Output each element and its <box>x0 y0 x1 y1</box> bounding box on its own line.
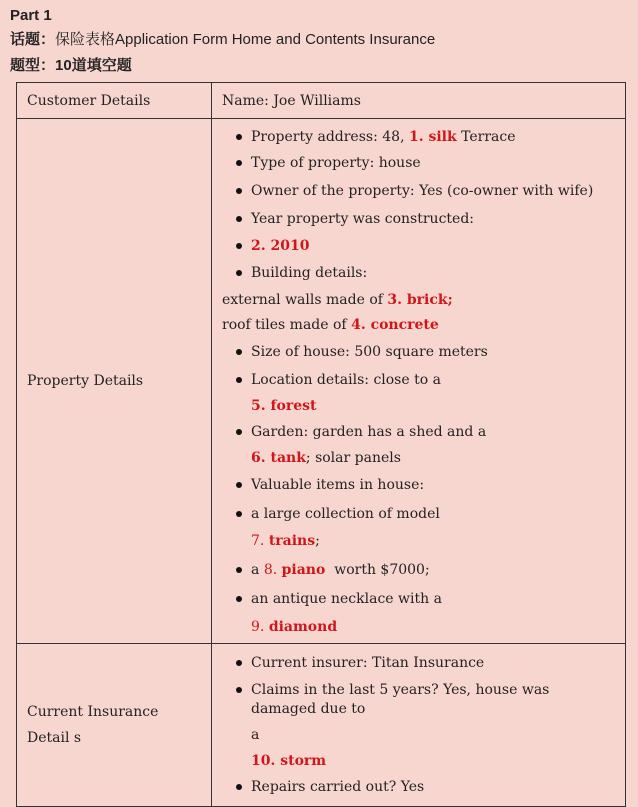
answer-5: 5. forest <box>251 398 317 414</box>
table-row-property <box>17 119 626 644</box>
list-item: Valuable items in house: <box>222 476 615 495</box>
table-row-customer <box>17 83 626 119</box>
topic-text: 保险表格Application Form Home and Contents Insurance <box>55 31 436 48</box>
answer-1: 1. silk <box>408 129 457 145</box>
insurance-details-label: Current Insurance Detail s <box>17 644 212 807</box>
property-list-b <box>222 343 615 637</box>
list-item: Current insurer: Titan Insurance <box>222 654 615 673</box>
list-item: Year property was constructed: <box>222 210 615 229</box>
list-item: a 8. piano worth $7000; <box>222 561 615 580</box>
topic-line <box>10 30 628 56</box>
list-item: a large collection of model 7. trains; <box>222 505 615 551</box>
insurance-form-table <box>16 82 626 807</box>
list-item: Size of house: 500 square meters <box>222 343 615 362</box>
insurance-list <box>222 654 615 797</box>
list-item: an antique necklace with a 9. diamond <box>222 590 615 637</box>
question-type-line <box>10 56 628 82</box>
property-list-a <box>222 128 615 283</box>
answer-3: 3. brick; <box>387 292 453 308</box>
property-details-cell <box>212 119 626 644</box>
header <box>0 0 638 82</box>
customer-name: Name: Joe Williams <box>212 83 626 119</box>
type-text: 10道填空题 <box>55 57 132 74</box>
answer-6: 6. tank <box>251 450 306 466</box>
insurance-details-cell <box>212 644 626 807</box>
list-item <box>222 237 615 256</box>
list-item: Location details: close to a 5. forest <box>222 371 615 416</box>
property-details-label: Property Details <box>17 119 212 644</box>
type-label: 题型： <box>10 57 56 74</box>
list-item: Owner of the property: Yes (co-owner with wife) <box>222 182 615 201</box>
answer-9: diamond <box>268 619 338 635</box>
list-item: Type of property: house <box>222 154 615 173</box>
list-item: Property address: 48, 1. silk Terrace <box>222 128 615 147</box>
list-item: Building details: <box>222 264 615 283</box>
list-item: Garden: garden has a shed and a 6. tank; solar panels <box>222 423 615 468</box>
roof-line: roof tiles made of 4. concrete <box>222 317 439 333</box>
list-item: Repairs carried out? Yes <box>222 778 615 797</box>
list-item: Claims in the last 5 years? Yes, house was damaged due to a 10. storm <box>222 681 615 771</box>
answer-4: 4. concrete <box>351 317 439 333</box>
answer-10: 10. storm <box>251 753 327 769</box>
table-row-insurance <box>17 644 626 807</box>
answer-2: 2. 2010 <box>251 238 310 254</box>
answer-8: piano <box>281 562 326 578</box>
customer-details-label: Customer Details <box>17 83 212 119</box>
answer-7: trains <box>268 533 316 549</box>
part-title: Part 1 <box>10 7 52 24</box>
walls-line: external walls made of 3. brick; <box>222 292 453 308</box>
topic-label: 话题： <box>10 31 56 48</box>
